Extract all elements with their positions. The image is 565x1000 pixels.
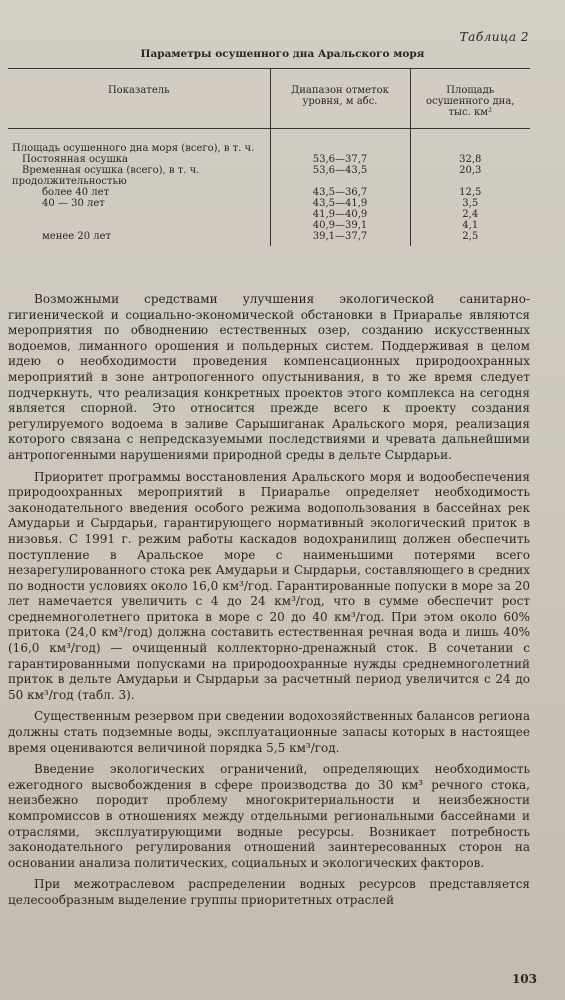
paragraph: Существенным резервом при сведении водохозяйственных балансов региона должны стать подземные воды, эксплуатационные запасы которых в настоящее время оцениваются величиной порядка 5,5 км³/год.	[8, 709, 530, 755]
row-label	[8, 209, 270, 220]
table-title: Параметры осушенного дна Аральского моря	[140, 48, 425, 60]
table-row	[8, 220, 530, 231]
row-area	[410, 129, 530, 155]
table-row	[8, 231, 530, 246]
row-area: 2,4	[410, 209, 530, 220]
row-label	[8, 220, 270, 231]
row-label: 40 — 30 лет	[42, 198, 105, 209]
table-label: Таблица 2	[459, 30, 529, 44]
table-row	[8, 165, 530, 176]
row-label: Постоянная осушка	[22, 154, 128, 165]
table-row	[8, 209, 530, 220]
table-row	[8, 129, 530, 155]
row-range: 43,5—36,7	[270, 187, 410, 198]
row-label: более 40 лет	[42, 187, 110, 198]
row-range: 39,1—37,7	[270, 231, 410, 246]
paragraph: Введение экологических ограничений, определяющих необходимость ежегодного высвобождения в сфере производства до 30 км³ речного стока, неизбежно породит проблему многокритериальности и неизбежности компромиссов в отношениях между отдельными региональными бассейнами и отраслями, эксплуатирующими водные ресурсы. Возникает потребность законодательного регулирования отношений заинтересованных сторон на основании анализа политических, социальных и экологических факторов.	[8, 762, 530, 870]
row-area: 3,5	[410, 198, 530, 209]
column-header-range: Диапазон отметок уровня, м абс.	[270, 69, 410, 129]
row-range: 43,5—41,9	[270, 198, 410, 209]
paragraph: При межотраслевом распределении водных ресурсов представляется целесообразным выделение группы приоритетных отраслей	[8, 877, 530, 907]
row-range: 53,6—43,5	[270, 165, 410, 176]
column-header-indicator: Показатель	[8, 69, 270, 129]
row-range: 40,9—39,1	[270, 220, 410, 231]
row-range: 41,9—40,9	[270, 209, 410, 220]
row-range: 53,6—37,7	[270, 154, 410, 165]
parameters-table	[8, 68, 530, 246]
row-area: 32,8	[410, 154, 530, 165]
row-area: 12,5	[410, 187, 530, 198]
paragraph: Приоритет программы восстановления Аральского моря и водообеспечения природоохранных мероприятий в Приаралье определяет необходимость законодательного введения особого режима водопользования в бассейнах рек Амударьи и Сырдарьи, гарантирующего нормативный экологический приток в низовья. С 1991 г. режим работы каскадов водохранилищ должен обеспечить поступление в Аральское море с наименьшими потерями всего незарегулированного стока рек Амударьи и Сырдарьи, составляющего в средних по водности условиях около 16,0 км³/год. Гарантированные попуски в море за 20 лет намечается увеличить с 4 до 24 км³/год, что в сумме обеспечит рост среднемноголетнего притока в море с 20 до 40 км³/год. При этом около 60% притока (24,0 км³/год) должна составить естественная речная вода и лишь 40% (16,0 км³/год) — очищенный коллекторно-дренажный сток. В сочетании с гарантированными попусками на природоохранные нужды среднемноголетний приток в дельте Амударьи и Сырдарьи за расчетный период увеличится с 24 до 50 км³/год (табл. 3).	[8, 469, 530, 702]
row-range	[270, 129, 410, 155]
row-area	[410, 176, 530, 187]
row-label: менее 20 лет	[42, 231, 112, 242]
table-row	[8, 198, 530, 209]
column-header-area: Площадь осушенного дна, тыс. км²	[410, 69, 530, 129]
row-area: 4,1	[410, 220, 530, 231]
row-area: 20,3	[410, 165, 530, 176]
table-header-row	[8, 69, 530, 129]
row-label: Временная осушка (всего), в т. ч.	[22, 165, 200, 176]
row-label: Площадь осушенного дна моря (всего), в т. ч.	[12, 143, 255, 154]
paragraph: Возможными средствами улучшения экологической санитарно-гигиенической и социально-экономической обстановки в Приаралье являются мероприятия по обводнению естественных озер, созданию искусственных водоемов, лиманного орошения и польдерных систем. Поддерживая в целом идею о необходимости проведения компенсационных природоохранных мероприятий в зоне антропогенного опустынивания, в то же время следует подчеркнуть, что реализация конкретных проектов этого комплекса на сегодня является спорной. Это относится прежде всего к проекту создания регулируемого водоема в заливе Сарышиганак Аральского моря, реализация которого связана с непредсказуемыми последствиями и чревата дальнейшими антропогенными нарушениями природной среды в дельте Сырдарьи.	[8, 292, 530, 462]
table-row	[8, 154, 530, 165]
row-label: продолжительностью	[12, 176, 127, 187]
page-number: 103	[511, 972, 537, 986]
row-range	[270, 176, 410, 187]
table-row	[8, 187, 530, 198]
row-area: 2,5	[410, 231, 530, 246]
table-row	[8, 176, 530, 187]
body-text	[8, 292, 530, 915]
